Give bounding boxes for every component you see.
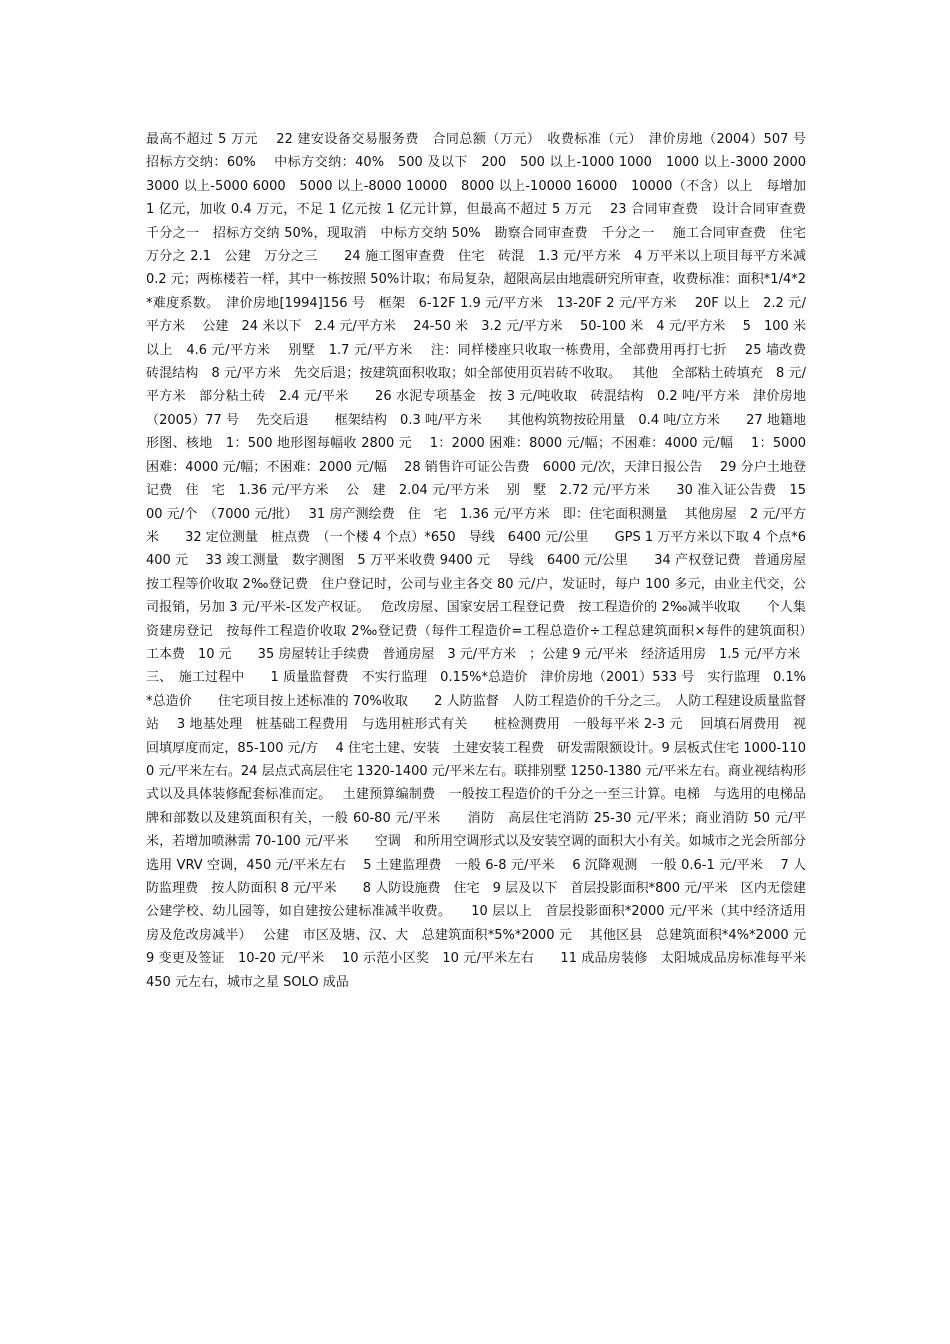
body-paragraph: 最高不超过 5 万元 22 建安设备交易服务费 合同总额（万元） 收费标准（元） 津价房地（2004）507 号 招标方交纳：60% 中标方交纳：40% 500 及以下 200 500 以上-1000 1000 1000 以上-3000 2000 3000 以上-5000 6000 5000 以上-8000 10000 8000 以上-10000 16000 10000（不含）以上 每增加 1 亿元，加收 0.4 万元，不足 1 亿元按 1 亿元计算，但最高不超过 5 万元 23 合同审查费 设计合同审查费 千分之一 招标方交纳 50%，现取消 中标方交纳 50% 勘察合同审查费 千分之一 施工合同审查费 住宅 万分之 2.1 公建 万分之三 24 施工图审查费 住宅 砖混 1.3 元/平方米 4 万平米以上项目每平方米减 0.2 元；两栋楼若一样，其中一栋按照 50%计取；布局复杂，超限高层由地震研究所审查，收费标准：面积*1/4*2*难度系数。 津价房地[1994]156 号 框架 6-12F 1.9 元/平方米 13-20F 2 元/平方米 20F 以上 2.2 元/平方米 公建 24 米以下 2.4 元/平方米 24-50 米 3.2 元/平方米 50-100 米 4 元/平方米 5 100 米以上 4.6 元/平方米 别墅 1.7 元/平方米 注：同样楼座只收取一栋费用，全部费用再打七折 25 墙改费 砖混结构 8 元/平方米 先交后退；按建筑面积收取；如全部使用页岩砖不收取。 其他 全部粘土砖填充 8 元/平方米 部分粘土砖 2.4 元/平米 26 水泥专项基金 按 3 元/吨收取 砖混结构 0.2 吨/平方米 津价房地（2005）77 号 先交后退 框架结构 0.3 吨/平方米 其他构筑物按砼用量 0.4 吨/立方米 27 地籍地形图、核地 1：500 地形图每幅收 2800 元 1：2000 困难：8000 元/幅；不困难：4000 元/幅 1：5000 困难：4000 元/幅；不困难：2000 元/幅 28 销售许可证公告费 6000 元/次，天津日报公告 29 分户土地登记费 住 宅 1.36 元/平方米 公 建 2.04 元/平方米 别 墅 2.72 元/平方米 30 准入证公告费 1500 元/个 （7000 元/批） 31 房产测绘费 住 宅 1.36 元/平方米 即：住宅面积测量 其他房屋 2 元/平方米 32 定位测量 桩点费 （一个楼 4 个点）*650 导线 6400 元/公里 GPS 1 万平方米以下取 4 个点*6400 元 33 竣工测量 数字测图 5 万平米收费 9400 元 导线 6400 元/公里 34 产权登记费 普通房屋 按工程等价收取 2‰登记费 住户登记时，公司与业主各交 80 元/户，发证时，每户 100 多元，由业主代交，公司报销，另加 3 元/平米-区发产权证。 危改房屋、国家安居工程登记费 按工程造价的 2‰减半收取 个人集资建房登记 按每件工程造价收取 2‰登记费（每件工程造价=工程总造价÷工程总建筑面积×每件的建筑面积） 工本费 10 元 35 房屋转让手续费 普通房屋 3 元/平方米 ；公建 9 元/平米 经济适用房 1.5 元/平方米 xyxy=(146,132,837,662)
document-body xyxy=(146,128,837,994)
body-paragraph: 三、 施工过程中 1 质量监督费 不实行监理 0.15%*总造价 津价房地（2001）533 号 实行监理 0.1%*总造价 住宅项目按上述标准的 70%收取 2 人防监督 人防工程造价的千分之三。 人防工程建设质量监督站 3 地基处理 桩基础工程费用 与选用桩形式有关 桩检测费用 一般每平米 2-3 元 回填石屑费用 视回填厚度而定，85-100 元/方 4 住宅土建、安装 土建安装工程费 研发需限额设计。9 层板式住宅 1000-1100 元/平米左右。24 层点式高层住宅 1320-1400 元/平米左右。联排别墅 1250-1380 元/平米左右。商业视结构形式以及具体装修配套标准而定。 土建预算编制费 一般按工程造价的千分之一至三计算。电梯 与选用的电梯品牌和部数以及建筑面积有关，一般 60-80 元/平米 消防 高层住宅消防 25-30 元/平米；商业消防 50 元/平米，若增加喷淋需 70-100 元/平米 空调 和所用空调形式以及安装空调的面积大小有关。如城市之光会所部分选用 VRV 空调，450 元/平米左右 5 土建监理费 一般 6-8 元/平米 6 沉降观测 一般 0.6-1 元/平米 7 人防监理费 按人防面积 8 元/平米 8 人防设施费 住宅 9 层及以下 首层投影面积*800 元/平米 区内无偿建公建学校、幼儿园等，如自建按公建标准减半收费。 10 层以上 首层投影面积*2000 元/平米（其中经济适用房及危改房减半） 公建 市区及塘、汉、大 总建筑面积*5%*2000 元 其他区县 总建筑面积*4%*2000 元 9 变更及签证 10-20 元/平米 10 示范小区奖 10 元/平米左右 11 成品房装修 太阳城成品房标准每平米 450 元左右，城市之星 SOLO 成品 xyxy=(146,670,824,990)
